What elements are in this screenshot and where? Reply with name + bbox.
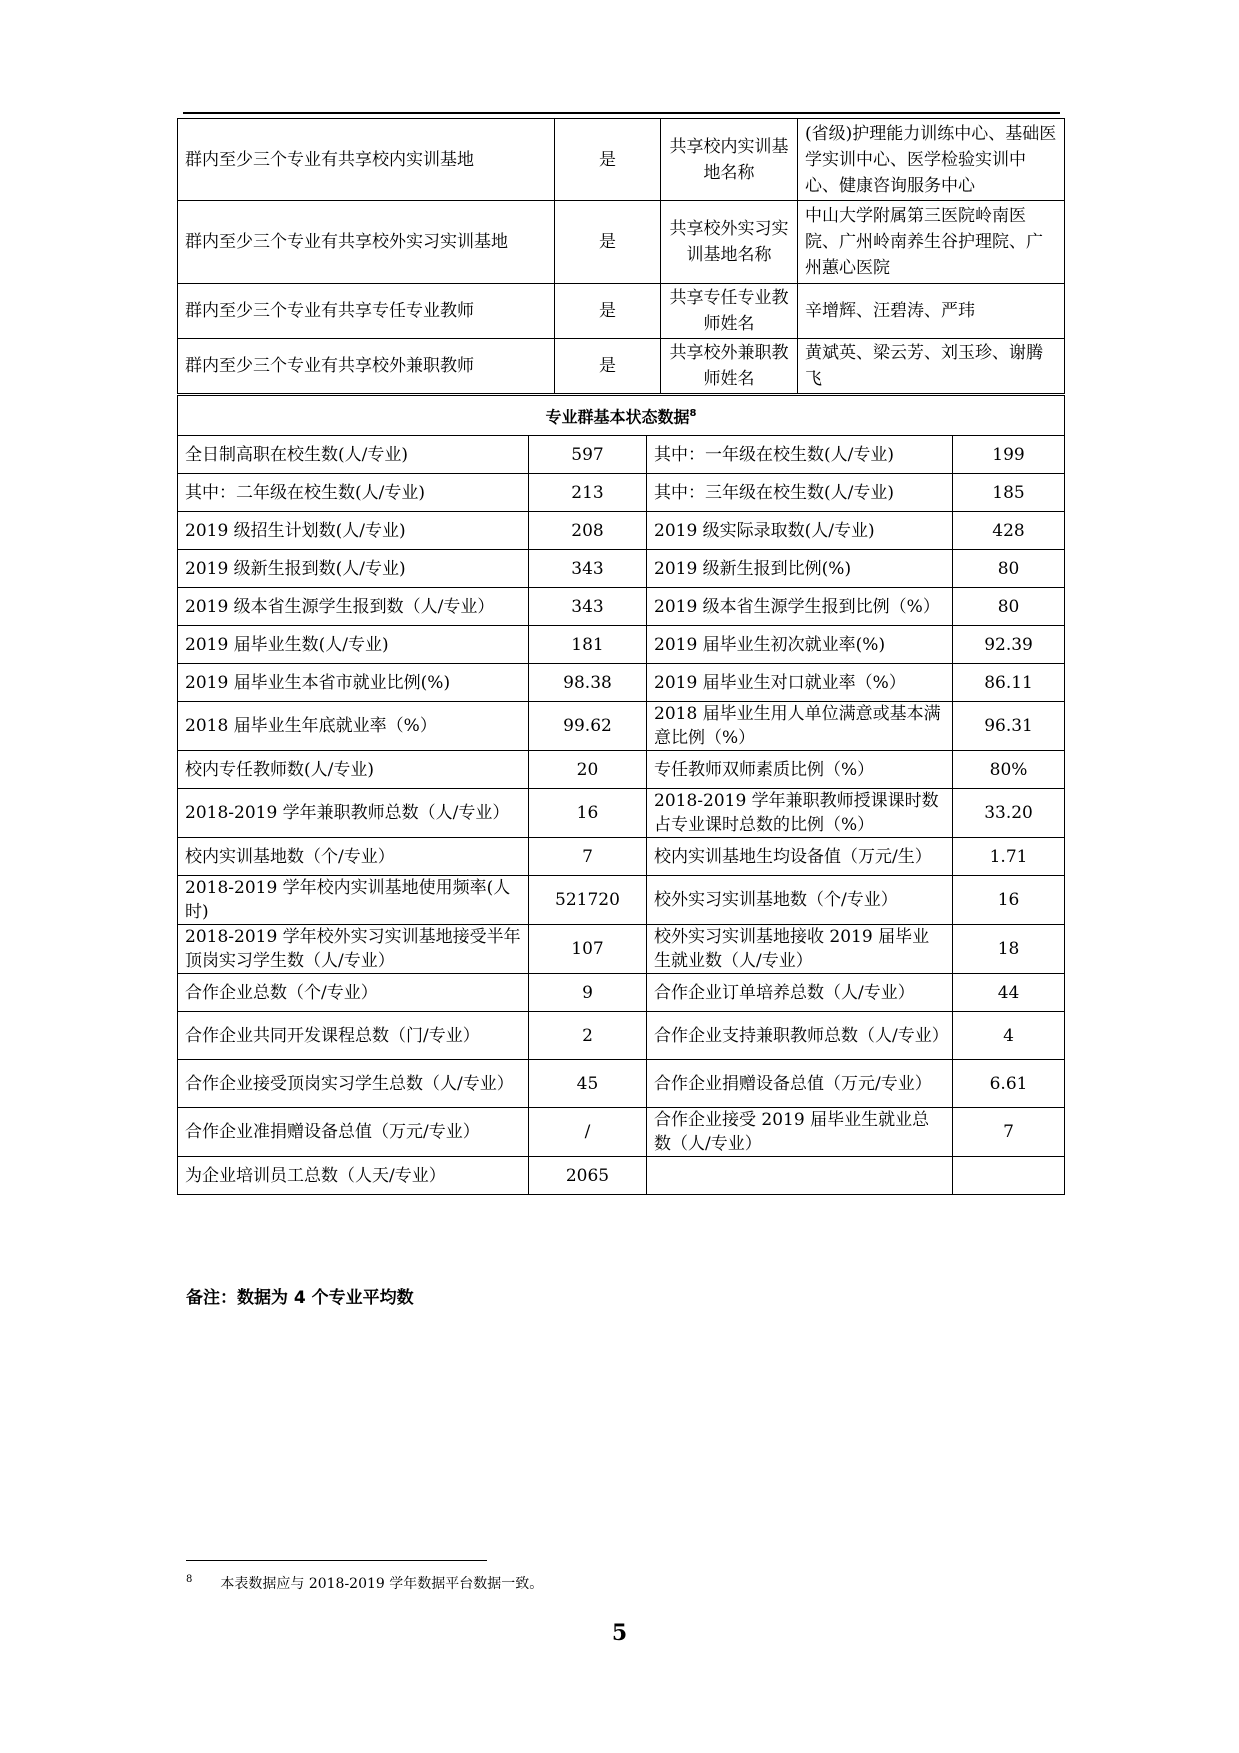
- table-row: [178, 1108, 1065, 1157]
- table-row: [178, 876, 1065, 925]
- left-value: 45: [529, 1060, 647, 1108]
- table-row: [178, 974, 1065, 1012]
- left-label: 合作企业共同开发课程总数（门/专业）: [178, 1012, 529, 1060]
- status-table-title: [178, 396, 1065, 436]
- table-row: [178, 436, 1065, 474]
- table-row: [178, 1012, 1065, 1060]
- right-label: 2019 届毕业生初次就业率(%): [647, 626, 953, 664]
- left-label: 合作企业总数（个/专业）: [178, 974, 529, 1012]
- share-status: 是: [555, 284, 661, 339]
- left-value: 343: [529, 550, 647, 588]
- right-label: 2018 届毕业生用人单位满意或基本满意比例（%）: [647, 702, 953, 751]
- share-field: 共享校外实习实训基地名称: [661, 201, 798, 284]
- right-value: 80%: [953, 751, 1065, 789]
- left-label: 合作企业准捐赠设备总值（万元/专业）: [178, 1108, 529, 1157]
- left-label: 校内专任教师数(人/专业): [178, 751, 529, 789]
- left-value: 107: [529, 925, 647, 974]
- right-value: 33.20: [953, 789, 1065, 838]
- table-row: [178, 588, 1065, 626]
- left-value: 213: [529, 474, 647, 512]
- left-label: 2019 届毕业生数(人/专业): [178, 626, 529, 664]
- table-row: [178, 838, 1065, 876]
- right-label: 专任教师双师素质比例（%）: [647, 751, 953, 789]
- left-label: 为企业培训员工总数（人天/专业）: [178, 1157, 529, 1195]
- left-label: 2019 级招生计划数(人/专业): [178, 512, 529, 550]
- table-row: [178, 702, 1065, 751]
- remark-note: 备注：数据为 4 个专业平均数: [186, 1288, 414, 1308]
- right-value: 185: [953, 474, 1065, 512]
- header-rule: [183, 112, 1060, 114]
- table-row: [178, 664, 1065, 702]
- table-row: [178, 284, 1065, 339]
- right-value: 1.71: [953, 838, 1065, 876]
- left-value: 2065: [529, 1157, 647, 1195]
- page-number: 5: [611, 1620, 628, 1646]
- status-table-title-text: 专业群基本状态数据: [545, 407, 690, 427]
- right-value: 6.61: [953, 1060, 1065, 1108]
- table-header-row: [178, 396, 1065, 436]
- table-row: [178, 925, 1065, 974]
- share-status: 是: [555, 119, 661, 201]
- left-value: 343: [529, 588, 647, 626]
- table-row: [178, 789, 1065, 838]
- left-value: 521720: [529, 876, 647, 925]
- right-label: 合作企业接受 2019 届毕业生就业总数（人/专业）: [647, 1108, 953, 1157]
- share-value: 中山大学附属第三医院岭南医院、广州岭南养生谷护理院、广州蕙心医院: [798, 201, 1065, 284]
- table-row: [178, 1060, 1065, 1108]
- left-value: 16: [529, 789, 647, 838]
- left-label: 2019 级新生报到数(人/专业): [178, 550, 529, 588]
- right-label: 2019 届毕业生对口就业率（%）: [647, 664, 953, 702]
- right-value: 18: [953, 925, 1065, 974]
- table-row: [178, 550, 1065, 588]
- share-item: 群内至少三个专业有共享专任专业教师: [178, 284, 555, 339]
- table-row: [178, 751, 1065, 789]
- left-label: 合作企业接受顶岗实习学生总数（人/专业）: [178, 1060, 529, 1108]
- right-label: 合作企业捐赠设备总值（万元/专业）: [647, 1060, 953, 1108]
- right-value: 86.11: [953, 664, 1065, 702]
- left-label: 2019 届毕业生本省市就业比例(%): [178, 664, 529, 702]
- left-value: 181: [529, 626, 647, 664]
- table-row: [178, 339, 1065, 394]
- left-label: 2018-2019 学年校外实习实训基地接受半年顶岗实习学生数（人/专业）: [178, 925, 529, 974]
- left-value: 9: [529, 974, 647, 1012]
- status-data-table: [177, 395, 1065, 1195]
- right-label: 校外实习实训基地数（个/专业）: [647, 876, 953, 925]
- left-label: 校内实训基地数（个/专业）: [178, 838, 529, 876]
- right-label: 合作企业支持兼职教师总数（人/专业）: [647, 1012, 953, 1060]
- left-value: 2: [529, 1012, 647, 1060]
- right-value: 4: [953, 1012, 1065, 1060]
- share-value: 黄斌英、梁云芳、刘玉珍、谢腾飞: [798, 339, 1065, 394]
- right-label: 校内实训基地生均设备值（万元/生）: [647, 838, 953, 876]
- left-label: 2018-2019 学年兼职教师总数（人/专业）: [178, 789, 529, 838]
- shared-resources-table: [177, 118, 1065, 394]
- right-value: 80: [953, 550, 1065, 588]
- right-value: 80: [953, 588, 1065, 626]
- left-value: 20: [529, 751, 647, 789]
- share-value: (省级)护理能力训练中心、基础医学实训中心、医学检验实训中心、健康咨询服务中心: [798, 119, 1065, 201]
- left-label: 全日制高职在校生数(人/专业): [178, 436, 529, 474]
- right-value: [953, 1157, 1065, 1195]
- right-label: 2019 级新生报到比例(%): [647, 550, 953, 588]
- right-label: 校外实习实训基地接收 2019 届毕业生就业数（人/专业）: [647, 925, 953, 974]
- footnote-rule: [186, 1560, 487, 1561]
- share-item: 群内至少三个专业有共享校外实习实训基地: [178, 201, 555, 284]
- right-value: 7: [953, 1108, 1065, 1157]
- right-value: 92.39: [953, 626, 1065, 664]
- left-value: 99.62: [529, 702, 647, 751]
- share-value: 辛增辉、汪碧涛、严玮: [798, 284, 1065, 339]
- right-label: [647, 1157, 953, 1195]
- right-value: 44: [953, 974, 1065, 1012]
- right-value: 428: [953, 512, 1065, 550]
- right-label: 2019 级本省生源学生报到比例（%）: [647, 588, 953, 626]
- right-value: 16: [953, 876, 1065, 925]
- left-label: 2018 届毕业生年底就业率（%）: [178, 702, 529, 751]
- share-field: 共享校外兼职教师姓名: [661, 339, 798, 394]
- right-label: 2019 级实际录取数(人/专业): [647, 512, 953, 550]
- left-value: 208: [529, 512, 647, 550]
- right-value: 199: [953, 436, 1065, 474]
- right-label: 其中：一年级在校生数(人/专业): [647, 436, 953, 474]
- table-row: [178, 474, 1065, 512]
- left-label: 2018-2019 学年校内实训基地使用频率(人时): [178, 876, 529, 925]
- footnote-text: 本表数据应与 2018-2019 学年数据平台数据一致。: [220, 1576, 544, 1592]
- footnote-mark: 8: [186, 1574, 193, 1586]
- share-field: 共享校内实训基地名称: [661, 119, 798, 201]
- share-status: 是: [555, 201, 661, 284]
- right-label: 合作企业订单培养总数（人/专业）: [647, 974, 953, 1012]
- footnote: [186, 1573, 543, 1593]
- share-status: 是: [555, 339, 661, 394]
- share-field: 共享专任专业教师姓名: [661, 284, 798, 339]
- footnote-ref: 8: [689, 407, 697, 419]
- right-label: 2018-2019 学年兼职教师授课课时数占专业课时总数的比例（%）: [647, 789, 953, 838]
- table-row: [178, 512, 1065, 550]
- left-value: /: [529, 1108, 647, 1157]
- left-value: 597: [529, 436, 647, 474]
- left-value: 98.38: [529, 664, 647, 702]
- table-row: [178, 1157, 1065, 1195]
- table-row: [178, 119, 1065, 201]
- left-value: 7: [529, 838, 647, 876]
- right-value: 96.31: [953, 702, 1065, 751]
- right-label: 其中：三年级在校生数(人/专业): [647, 474, 953, 512]
- share-item: 群内至少三个专业有共享校内实训基地: [178, 119, 555, 201]
- left-label: 其中：二年级在校生数(人/专业): [178, 474, 529, 512]
- table-row: [178, 626, 1065, 664]
- left-label: 2019 级本省生源学生报到数（人/专业）: [178, 588, 529, 626]
- share-item: 群内至少三个专业有共享校外兼职教师: [178, 339, 555, 394]
- table-row: [178, 201, 1065, 284]
